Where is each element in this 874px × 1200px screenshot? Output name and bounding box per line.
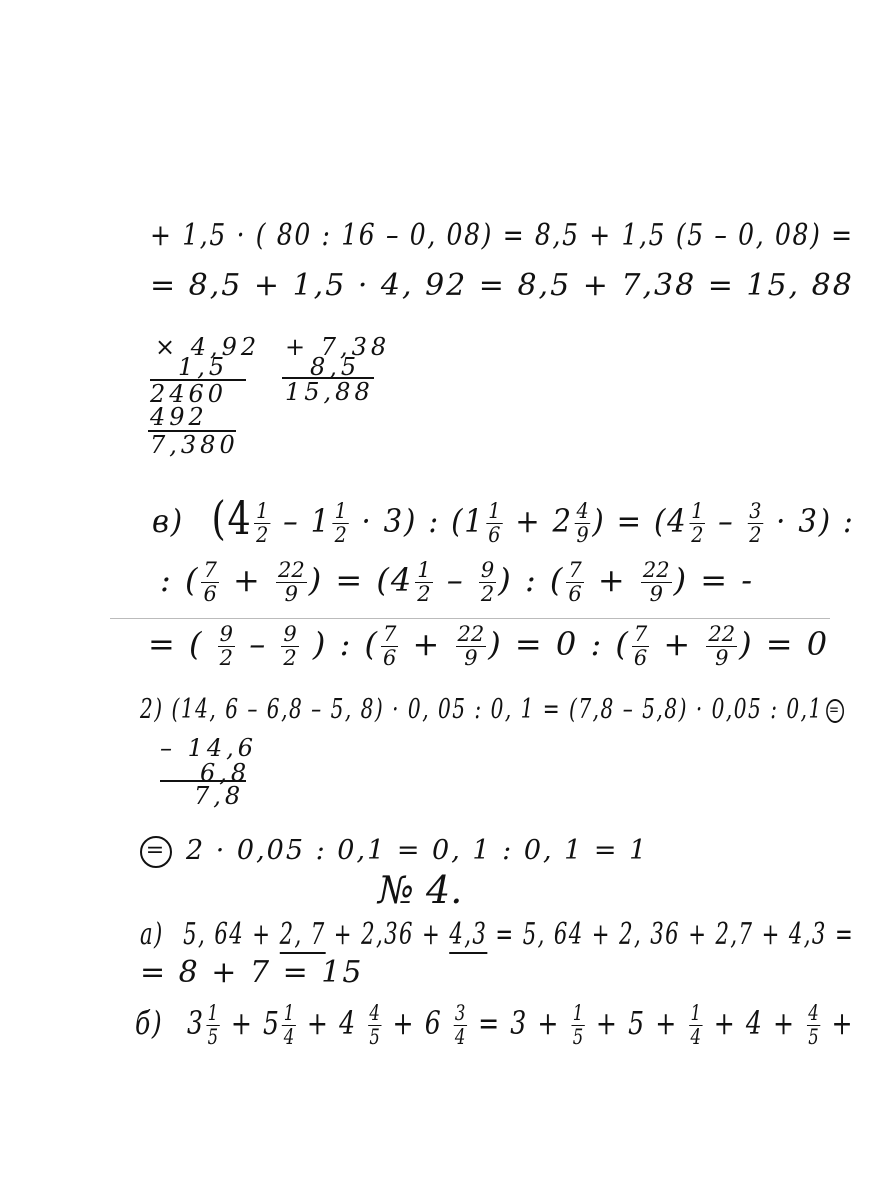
b-frac-3 (368, 1003, 382, 1048)
v1-seg-6: – (707, 502, 746, 540)
mult-partial-1: 2460 (150, 380, 228, 408)
task-a-label: а) (140, 917, 164, 952)
v3-frac-5 (632, 624, 649, 669)
v2-frac-4-den: 2 (480, 582, 495, 606)
circled-equals-icon: = (140, 836, 172, 868)
sub-operand-a: – 14,6 (160, 734, 258, 762)
v1-frac-6-den: 2 (749, 523, 762, 547)
v2-frac-2-num: 22 (277, 558, 305, 582)
v3-seg-5: ) = 0 : ( (488, 625, 630, 663)
v3-frac-1 (218, 624, 235, 669)
v2-frac-5-den: 6 (568, 582, 582, 606)
v1-frac-5-num: 1 (691, 499, 704, 523)
v3-frac-4 (456, 624, 487, 669)
task-b-label: б) (135, 1004, 164, 1042)
v3-frac-2-den: 2 (283, 646, 297, 670)
b-seg-5: + 5 + (586, 1004, 688, 1042)
task-g-result: 2 · 0,05 : 0,1 = 0, 1 : 0, 1 = 1 (186, 835, 649, 866)
expression-line-2: = 8,5 + 1,5 · 4, 92 = 8,5 + 7,38 = 15, 88 (150, 268, 854, 303)
v1-frac-4-num: 4 (576, 499, 589, 523)
b-frac-1-den: 5 (207, 1025, 219, 1049)
v3-frac-6-den: 9 (715, 646, 729, 670)
v3-frac-2 (281, 624, 298, 669)
v2-frac-1-num: 7 (203, 558, 217, 582)
task-a-seg-2: + 2,36 + (325, 917, 450, 952)
b-frac-3-den: 5 (369, 1025, 380, 1049)
mult-operand-b: 1,5 (178, 353, 229, 381)
v1-seg-5: ) = (4 (592, 502, 688, 540)
b-frac-5-den: 5 (572, 1025, 584, 1049)
task-g-line-1 (140, 694, 854, 725)
exercise-number-heading: № 4. (378, 868, 463, 912)
b-frac-3-num: 4 (369, 1001, 380, 1025)
v3-frac-1-den: 2 (219, 646, 234, 670)
task-v-line-1 (152, 492, 855, 547)
v1-seg-3: · 3) : (1 (350, 502, 485, 540)
v1-frac-2-den: 2 (334, 523, 347, 547)
v1-frac-2 (333, 501, 349, 546)
v1-frac-1 (254, 501, 270, 546)
b-frac-2-den: 4 (283, 1025, 295, 1049)
v1-frac-5-den: 2 (691, 523, 704, 547)
v1-seg-2: – 1 (271, 502, 331, 540)
v1-frac-6-num: 3 (749, 499, 762, 523)
b-seg-7: + (821, 1004, 855, 1042)
v2-frac-2 (276, 560, 307, 605)
task-a-seg-3: = 5, 64 + 2, 36 + 2,7 + 4,3 = (487, 917, 855, 952)
v3-seg-4: + (400, 625, 454, 663)
v2-seg-6: + (585, 561, 639, 599)
b-frac-6 (689, 1003, 703, 1048)
v2-frac-3-den: 2 (417, 582, 431, 606)
task-g-expression: 2) (14, 6 – 6,8 – 5, 8) · 0, 05 : 0, 1 = (7,8 – 5,8) · 0,05 : 0,1 (140, 694, 823, 725)
b-seg-2: + 4 (297, 1004, 367, 1042)
sub-operand-b: 6,8 (200, 759, 251, 787)
v2-seg-1: : ( (160, 561, 200, 599)
v1-seg-4: + 2 (504, 502, 573, 540)
v1-frac-1-num: 1 (256, 499, 269, 523)
v3-seg-2: – (237, 625, 280, 663)
b-frac-1-num: 1 (207, 1001, 219, 1025)
v2-frac-1 (201, 560, 218, 605)
add-operand-a: + 7,38 (285, 333, 391, 361)
b-frac-2 (282, 1003, 296, 1048)
task-v-line-2 (160, 560, 754, 605)
expression-line-1: + 1,5 · ( 80 : 16 – 0, 08) = 8,5 + 1,5 (5 – 0, 08) = (150, 218, 854, 253)
b-frac-7 (807, 1003, 821, 1048)
task-b-line-1 (135, 1003, 854, 1048)
v3-frac-3-num: 7 (383, 622, 397, 646)
v2-frac-1-den: 6 (203, 582, 217, 606)
v1-frac-3 (486, 501, 502, 546)
b-frac-7-den: 5 (808, 1025, 819, 1049)
b-seg-3: + 6 (382, 1004, 452, 1042)
b-frac-1 (206, 1003, 220, 1048)
b-whole-1: 3 (186, 1004, 205, 1042)
v2-seg-2: + (220, 561, 274, 599)
v2-frac-4-num: 9 (480, 558, 495, 582)
v3-frac-4-num: 22 (457, 622, 485, 646)
v3-frac-3 (381, 624, 398, 669)
v1-frac-2-num: 1 (334, 499, 347, 523)
b-frac-5 (571, 1003, 585, 1048)
task-a-line-1 (140, 917, 854, 952)
b-frac-2-num: 1 (283, 1001, 295, 1025)
v2-frac-6-den: 9 (649, 582, 663, 606)
v3-frac-3-den: 6 (383, 646, 397, 670)
v2-frac-2-den: 9 (284, 582, 299, 606)
mult-result: 7,380 (150, 431, 239, 459)
v2-seg-4: – (434, 561, 477, 599)
b-frac-6-num: 1 (690, 1001, 702, 1025)
faint-rule (110, 618, 830, 619)
v3-frac-5-den: 6 (633, 646, 648, 670)
v2-frac-4 (479, 560, 496, 605)
b-frac-4 (453, 1003, 467, 1048)
v3-seg-6: + (651, 625, 705, 663)
task-v-label: в) (152, 502, 184, 540)
v1-frac-3-den: 6 (488, 523, 501, 547)
v1-frac-4-den: 9 (576, 523, 589, 547)
v1-frac-4 (575, 501, 591, 546)
task-a-underlined-1: 2, 7 (279, 917, 326, 952)
v1-frac-6 (747, 501, 763, 546)
task-g-line-2 (140, 835, 648, 868)
v3-frac-6-num: 22 (708, 622, 736, 646)
v2-frac-6 (641, 560, 672, 605)
v3-seg-7: ) = 0 (739, 625, 830, 663)
mult-partial-2: 492 (150, 403, 208, 431)
v3-frac-6 (706, 624, 737, 669)
v3-seg-3: ) : ( (300, 625, 379, 663)
mult-operand-a: × 4,92 (155, 333, 261, 361)
task-a-underlined-2: 4,3 (449, 917, 488, 952)
v3-frac-1-num: 9 (219, 622, 234, 646)
v1-frac-1-den: 2 (256, 523, 269, 547)
b-frac-6-den: 4 (690, 1025, 702, 1049)
b-frac-4-den: 4 (454, 1025, 466, 1049)
add-operand-b: 8,5 (310, 353, 361, 381)
v1-seg-1: (4 (211, 492, 253, 546)
task-v-line-3 (148, 624, 829, 669)
v3-frac-4-den: 9 (464, 646, 478, 670)
v2-frac-3-num: 1 (417, 558, 431, 582)
circled-equals-icon: = (826, 699, 844, 723)
b-frac-4-num: 3 (454, 1001, 466, 1025)
task-a-line-2: = 8 + 7 = 15 (140, 955, 364, 990)
v2-frac-3 (415, 560, 432, 605)
v1-frac-5 (689, 501, 705, 546)
v2-seg-7: ) = - (673, 561, 755, 599)
v3-frac-5-num: 7 (633, 622, 648, 646)
v2-frac-5-num: 7 (568, 558, 582, 582)
v2-seg-3: ) = (4 (308, 561, 414, 599)
v1-seg-7: · 3) : (765, 502, 855, 540)
v1-frac-3-num: 1 (488, 499, 501, 523)
b-seg-6: + 4 + (704, 1004, 806, 1042)
b-frac-7-num: 4 (808, 1001, 819, 1025)
b-seg-1: + 5 (221, 1004, 281, 1042)
v2-frac-5 (566, 560, 583, 605)
v2-frac-6-num: 22 (642, 558, 670, 582)
task-a-seg-1: 5, 64 + (183, 917, 280, 952)
add-result: 15,88 (285, 378, 374, 406)
v3-frac-2-num: 9 (283, 622, 297, 646)
sub-result: 7,8 (194, 782, 245, 810)
b-frac-5-num: 1 (572, 1001, 584, 1025)
v3-seg-1: = ( (148, 625, 216, 663)
b-seg-4: = 3 + (468, 1004, 570, 1042)
v2-seg-5: ) : ( (498, 561, 565, 599)
